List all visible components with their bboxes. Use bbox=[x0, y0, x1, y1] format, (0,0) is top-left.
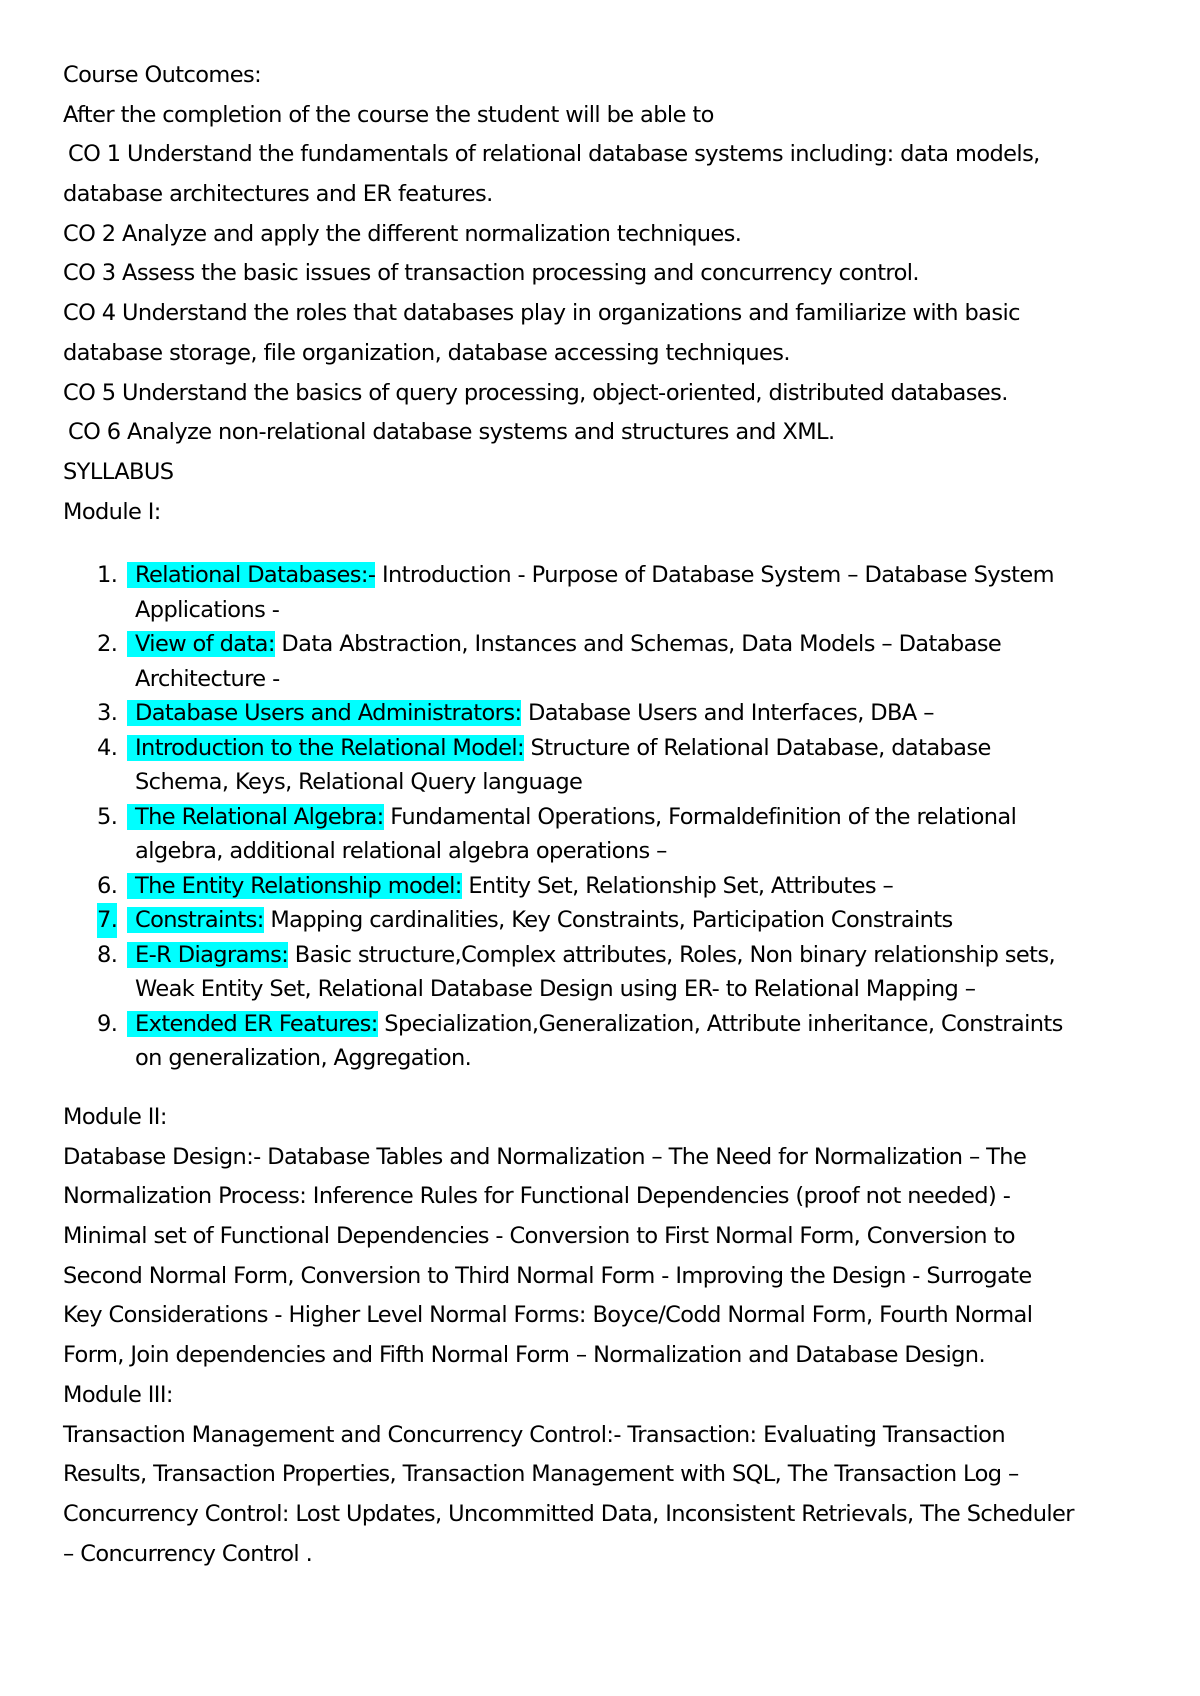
module3-line: – Concurrency Control . bbox=[63, 1540, 313, 1567]
module1-item bbox=[63, 1007, 1063, 1076]
item-number: 3. bbox=[97, 700, 118, 726]
item-number: 9. bbox=[97, 1010, 118, 1037]
item-heading: Database Users and Administrators: bbox=[127, 700, 521, 726]
course-outcomes-heading: Course Outcomes: bbox=[63, 62, 262, 88]
module1-item bbox=[63, 558, 1063, 627]
module2-section bbox=[63, 1098, 1153, 1574]
co2: CO 2 Analyze and apply the different normalization techniques. bbox=[63, 220, 742, 247]
module1-item bbox=[63, 696, 1063, 731]
module1-heading: Module I: bbox=[63, 498, 161, 525]
item-heading: Relational Databases:- bbox=[127, 562, 375, 588]
item-text-cont: on generalization, Aggregation. bbox=[135, 1045, 472, 1071]
item-number: 2. bbox=[97, 631, 118, 657]
item-text-cont: Architecture - bbox=[135, 665, 280, 692]
module3-line: Results, Transaction Properties, Transaction Management with SQL, The Transaction Log – bbox=[63, 1461, 1019, 1488]
item-heading: Introduction to the Relational Model: bbox=[127, 735, 524, 761]
module2-line: Second Normal Form, Conversion to Third Normal Form - Improving the Design - Surrogate bbox=[63, 1262, 1032, 1289]
item-heading: Extended ER Features: bbox=[127, 1011, 378, 1037]
item-number: 1. bbox=[97, 562, 118, 588]
module3-heading: Module III: bbox=[63, 1381, 173, 1408]
module1-list bbox=[63, 558, 1063, 1076]
module2-heading: Module II: bbox=[63, 1104, 167, 1130]
item-heading: E-R Diagrams: bbox=[127, 942, 288, 968]
co1-line2: database architectures and ER features. bbox=[63, 181, 493, 208]
item-text: Specialization,Generalization, Attribute inheritance, Constraints bbox=[377, 1010, 1063, 1037]
item-text: Basic structure,Complex attributes, Roles, Non binary relationship sets, bbox=[288, 941, 1056, 968]
module1-item bbox=[63, 731, 1063, 800]
item-text-cont: Schema, Keys, Relational Query language bbox=[135, 769, 583, 795]
co3: CO 3 Assess the basic issues of transaction processing and concurrency control. bbox=[63, 260, 919, 287]
module2-line: Minimal set of Functional Dependencies - Conversion to First Normal Form, Conversion to bbox=[63, 1223, 1015, 1250]
item-number: 8. bbox=[97, 941, 118, 968]
item-text: Database Users and Interfaces, DBA – bbox=[521, 700, 934, 726]
course-outcomes-section bbox=[63, 56, 1153, 532]
item-heading: The Entity Relationship model: bbox=[127, 873, 462, 899]
item-text: Entity Set, Relationship Set, Attributes – bbox=[461, 872, 894, 899]
module2-line: Database Design:- Database Tables and Normalization – The Need for Normalization – The bbox=[63, 1143, 1027, 1170]
module3-line: Transaction Management and Concurrency Control:- Transaction: Evaluating Transaction bbox=[63, 1421, 1005, 1448]
module3-line: Concurrency Control: Lost Updates, Uncommitted Data, Inconsistent Retrievals, The Scheduler bbox=[63, 1500, 1074, 1527]
item-number: 4. bbox=[97, 734, 118, 761]
item-text: Introduction - Purpose of Database System – Database System bbox=[375, 562, 1054, 588]
module1-item bbox=[63, 627, 1063, 696]
module1-item bbox=[63, 938, 1063, 1007]
co6: CO 6 Analyze non-relational database systems and structures and XML. bbox=[68, 419, 835, 446]
co1-line1: CO 1 Understand the fundamentals of relational database systems including: data models, bbox=[68, 141, 1040, 168]
item-text: Fundamental Operations, Formaldefinition of the relational bbox=[383, 803, 1017, 830]
module2-line: Key Considerations - Higher Level Normal Forms: Boyce/Codd Normal Form, Fourth Normal bbox=[63, 1302, 1033, 1329]
item-heading: Constraints: bbox=[127, 907, 264, 933]
module1-item bbox=[63, 869, 1063, 904]
item-text-cont: algebra, additional relational algebra operations – bbox=[135, 838, 667, 864]
item-text-cont: Weak Entity Set, Relational Database Design using ER- to Relational Mapping – bbox=[135, 976, 976, 1002]
item-text: Mapping cardinalities, Key Constraints, Participation Constraints bbox=[263, 907, 953, 933]
item-number: 6. bbox=[97, 872, 118, 899]
module2-line: Form, Join dependencies and Fifth Normal Form – Normalization and Database Design. bbox=[63, 1342, 986, 1369]
course-outcomes-intro: After the completion of the course the student will be able to bbox=[63, 101, 714, 128]
item-heading: The Relational Algebra: bbox=[127, 804, 384, 830]
module1-item bbox=[63, 903, 1063, 938]
co4-line2: database storage, file organization, database accessing techniques. bbox=[63, 339, 790, 366]
item-text-cont: Applications - bbox=[135, 596, 280, 623]
module2-line: Normalization Process: Inference Rules for Functional Dependencies (proof not needed) - bbox=[63, 1183, 1011, 1210]
item-text: Structure of Relational Database, database bbox=[523, 734, 991, 761]
item-text: Data Abstraction, Instances and Schemas, Data Models – Database bbox=[274, 631, 1002, 657]
item-number: 7. bbox=[97, 903, 117, 938]
syllabus-heading: SYLLABUS bbox=[63, 458, 174, 485]
co4-line1: CO 4 Understand the roles that databases play in organizations and familiarize with basic bbox=[63, 300, 1020, 327]
co5: CO 5 Understand the basics of query processing, object-oriented, distributed databases. bbox=[63, 379, 1008, 406]
item-number: 5. bbox=[97, 803, 118, 830]
module1-item bbox=[63, 800, 1063, 869]
item-heading: View of data: bbox=[127, 631, 275, 657]
